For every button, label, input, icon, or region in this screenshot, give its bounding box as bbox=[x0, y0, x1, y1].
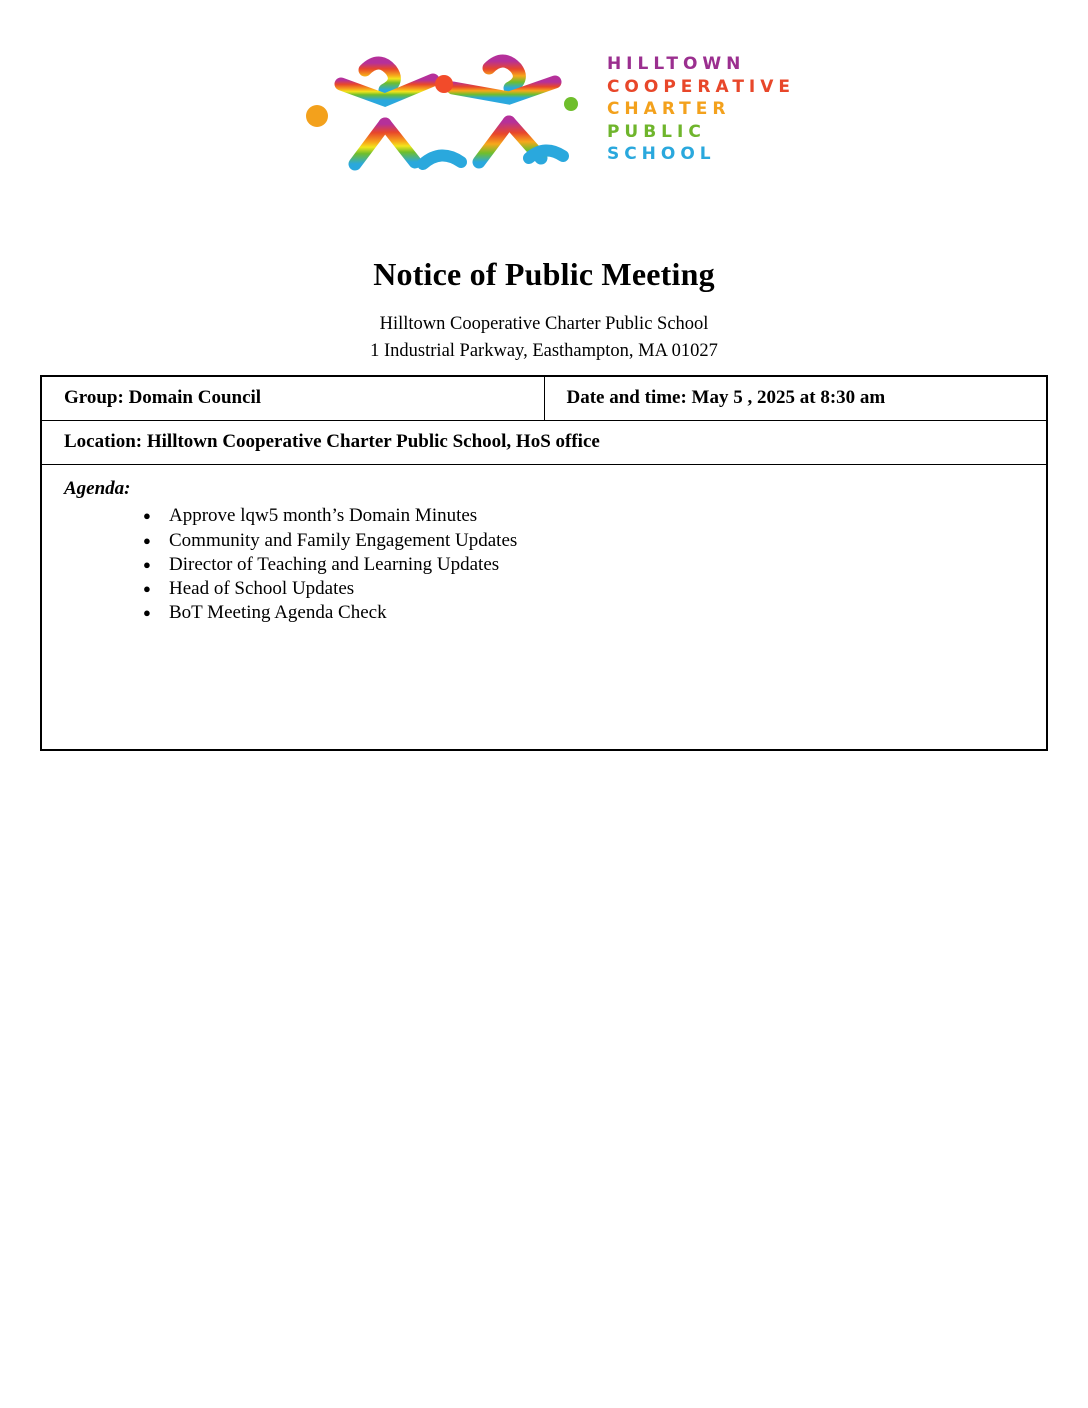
organization-address: 1 Industrial Parkway, Easthampton, MA 01027 bbox=[370, 341, 718, 362]
logo-word-3: CHARTER bbox=[606, 99, 731, 120]
organization-name: Hilltown Cooperative Charter Public School bbox=[379, 314, 709, 335]
list-item: ● Head of School Updates bbox=[169, 577, 1032, 601]
table-row bbox=[41, 421, 1047, 465]
school-logo-icon bbox=[293, 38, 593, 178]
group-cell: Group: Domain Council bbox=[41, 376, 544, 421]
logo-word-5: SCHOOL bbox=[606, 144, 716, 165]
location-cell: Location: Hilltown Cooperative Charter Public School, HoS office bbox=[41, 421, 1047, 465]
logo-word-4: PUBLIC bbox=[606, 121, 706, 142]
table-row bbox=[41, 465, 1047, 751]
list-item: ● Community and Family Engagement Updates bbox=[169, 529, 1032, 553]
agenda-label: Agenda: bbox=[64, 478, 131, 500]
logo-word-2: COOPERATIVE bbox=[606, 76, 796, 97]
logo-wordmark bbox=[607, 55, 795, 165]
page-title: Notice of Public Meeting bbox=[373, 256, 715, 292]
meeting-details-table bbox=[40, 375, 1048, 751]
agenda-list bbox=[64, 504, 1032, 625]
logo-header bbox=[0, 0, 1088, 178]
list-item: ● Director of Teaching and Learning Updates bbox=[169, 553, 1032, 577]
table-row bbox=[41, 376, 1047, 421]
datetime-cell: Date and time: May 5 , 2025 at 8:30 am bbox=[544, 376, 1047, 421]
agenda-cell bbox=[41, 465, 1047, 751]
logo-word-1: HILLTOWN bbox=[606, 54, 746, 75]
list-item: ● Approve lqw5 month’s Domain Minutes bbox=[169, 504, 1032, 528]
list-item: ● BoT Meeting Agenda Check bbox=[169, 601, 1032, 625]
